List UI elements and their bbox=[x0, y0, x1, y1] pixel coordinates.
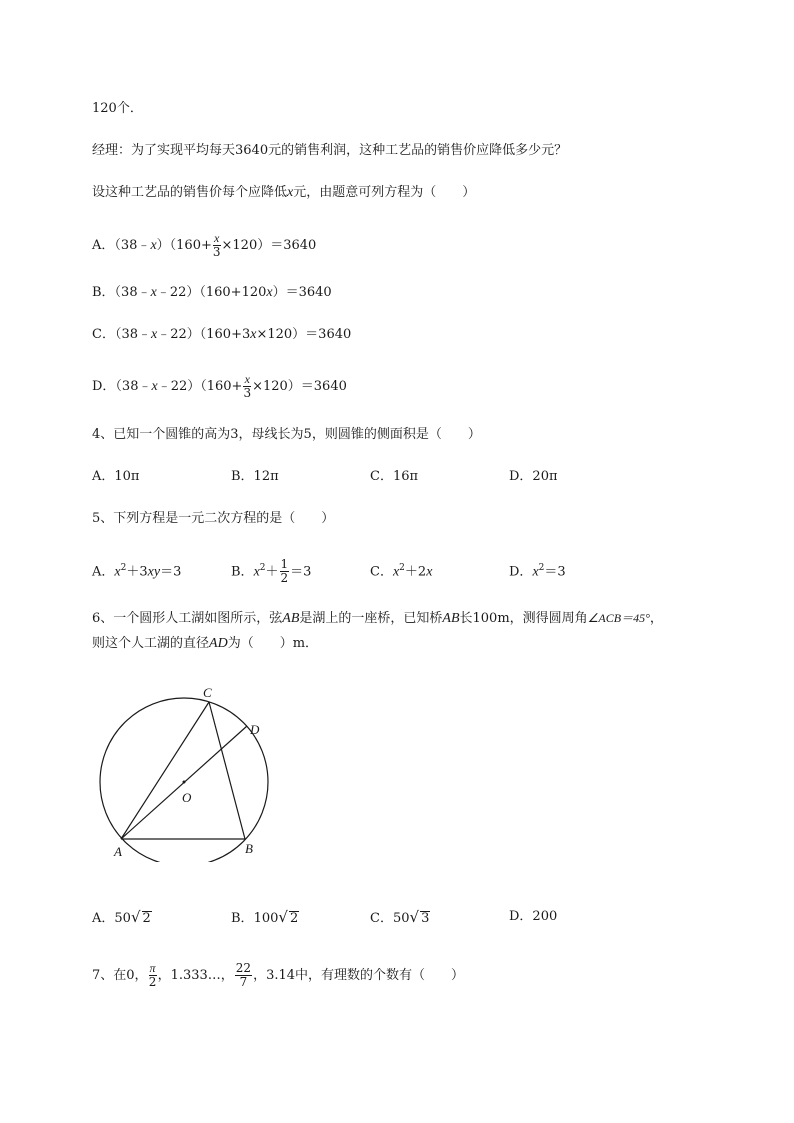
question-6-stem-line2: 则这个人工湖的直径AD为（ ）m． bbox=[92, 636, 319, 651]
q3-option-d[interactable]: D．（38﹣x﹣22）（160+ $\frac{x}{3}$ ×120）＝3640 bbox=[92, 372, 347, 400]
label-d: D bbox=[250, 722, 260, 737]
label-o: O bbox=[182, 790, 192, 805]
question-4-stem: 4、已知一个圆锥的高为3，母线长为5，则圆锥的侧面积是（ ） bbox=[92, 427, 481, 442]
q4-option-d[interactable]: D．20π bbox=[509, 469, 558, 484]
q5-option-b[interactable]: B．$x^2+$ $\frac{1}{2}$ ＝3 bbox=[231, 557, 312, 586]
fraction: $\frac{22}{7}$ bbox=[235, 961, 252, 989]
q4-option-b[interactable]: B．12π bbox=[231, 469, 279, 484]
text-line-120: 120个． bbox=[92, 101, 143, 116]
text-line-manager: 经理：为了实现平均每天3640元的销售利润，这种工艺品的销售价应降低多少元？ bbox=[92, 143, 568, 158]
q5-option-d[interactable]: D．$x^2=3$ bbox=[509, 563, 566, 580]
question-3-stem: 设这种工艺品的销售价每个应降低x元，由题意可列方程为（ ） bbox=[92, 185, 476, 200]
q6-option-d[interactable]: D．200 bbox=[509, 909, 558, 924]
q5-option-c[interactable]: C．$x^2+2x$ bbox=[370, 563, 433, 580]
q6-option-b[interactable]: B．100√ 2 bbox=[231, 908, 299, 926]
q3-option-b[interactable]: B．（38﹣x﹣22）（160+120x）＝3640 bbox=[92, 285, 332, 300]
fraction: $\frac{x}{3}$ bbox=[212, 231, 221, 259]
fraction: $\frac{1}{2}$ bbox=[280, 557, 289, 586]
chord-ac bbox=[121, 702, 209, 839]
question-5-stem: 5、下列方程是一元二次方程的是（ ） bbox=[92, 511, 335, 526]
center-point bbox=[183, 781, 186, 784]
q4-option-c[interactable]: C．16π bbox=[370, 469, 419, 484]
label-a: A bbox=[114, 844, 122, 859]
q3-option-c[interactable]: C．（38﹣x﹣22）（160+3x×120）＝3640 bbox=[92, 327, 352, 342]
q6-option-a[interactable]: A．50√ 2 bbox=[92, 908, 151, 926]
circle bbox=[100, 698, 268, 862]
q3-option-a[interactable]: A．（38﹣x）（160+ $\frac{x}{3}$ ×120）＝3640 bbox=[92, 231, 317, 259]
q4-option-a[interactable]: A．10π bbox=[92, 469, 140, 484]
fraction: $\frac{\pi}{2}$ bbox=[148, 961, 157, 989]
chord-bc bbox=[209, 702, 245, 839]
question-6-stem: 6、一个圆形人工湖如图所示，弦AB是湖上的一座桥，已知桥AB长100m，测得圆周角∠ACB＝45°， bbox=[92, 611, 663, 626]
label-c: C bbox=[203, 685, 212, 700]
label-b: B bbox=[245, 841, 253, 856]
q5-option-a[interactable]: A．$x^2+3xy=3$ bbox=[92, 563, 182, 580]
circle-lake-figure bbox=[92, 682, 282, 862]
fraction: $\frac{x}{3}$ bbox=[243, 372, 252, 400]
q6-option-c[interactable]: C．50√ 3 bbox=[370, 908, 430, 926]
question-7-stem: 7、在0， $\frac{\pi}{2}$ ，1.333…， $\frac{22}{7}$ ，3.14中，有理数的个数有（ ） bbox=[92, 961, 465, 989]
